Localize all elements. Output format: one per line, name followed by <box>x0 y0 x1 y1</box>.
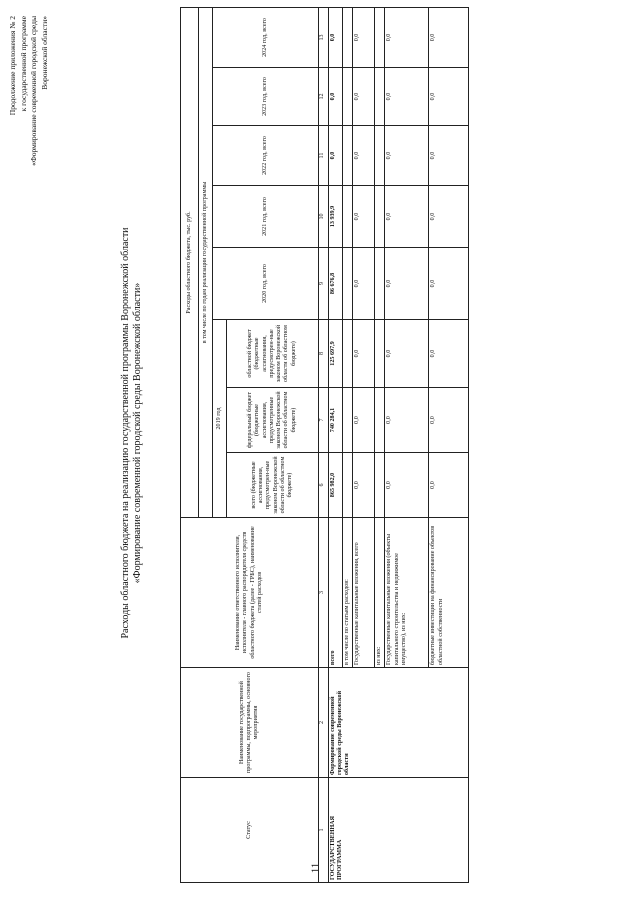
header-c10: 2021 год, всего <box>213 186 319 248</box>
header-expenses: Расходы областного бюджета, тыс. руб. <box>181 7 199 517</box>
value-cell: 0,0 <box>353 126 375 186</box>
value-cell: 740 284,1 <box>329 388 343 453</box>
value-cell: 0,0 <box>429 126 469 186</box>
col-number: 8 <box>319 320 329 388</box>
value-cell: 0,0 <box>353 248 375 320</box>
col-number: 13 <box>319 7 329 67</box>
header-c12: 2023 год, всего <box>213 68 319 126</box>
program-name-cell: Формирование современной городской среды Воронежской области <box>329 668 469 778</box>
table-row <box>329 7 343 882</box>
col-number: 11 <box>319 126 329 186</box>
col-number: 6 <box>319 453 329 518</box>
value-cell <box>343 68 353 126</box>
value-cell: 0,0 <box>385 126 429 186</box>
col-number: 10 <box>319 186 329 248</box>
expense-item-label: в том числе по статьям расходов: <box>343 518 353 668</box>
header-c13: 2024 год, всего <box>213 7 319 67</box>
page-number: 11 <box>309 862 322 874</box>
document-titles <box>120 113 144 753</box>
expense-item-label: Государственные капитальные вложения, всего <box>353 518 375 668</box>
value-cell: 0,0 <box>329 68 343 126</box>
appendix-note <box>8 16 50 166</box>
value-cell <box>343 186 353 248</box>
note-line: Воронежской области» <box>39 16 49 90</box>
value-cell: 0,0 <box>429 453 469 518</box>
value-cell: 0,0 <box>353 320 375 388</box>
header-c9: 2020 год, всего <box>213 248 319 320</box>
value-cell <box>375 7 385 67</box>
col-number: 9 <box>319 248 329 320</box>
header-name: Наименование государственной программы, подпрограммы, основного мероприятия <box>181 668 319 778</box>
expenses-table <box>180 7 469 883</box>
value-cell: 0,0 <box>429 7 469 67</box>
expense-item-label: бюджетные инвестиции на финансирование объектов областной собственности <box>429 518 469 668</box>
value-cell: 0,0 <box>385 248 429 320</box>
value-cell <box>343 126 353 186</box>
header-2019: 2019 год <box>213 320 227 518</box>
value-cell: 0,0 <box>353 453 375 518</box>
col-number: 7 <box>319 388 329 453</box>
expense-item-label: всего <box>329 518 343 668</box>
value-cell: 0,0 <box>385 388 429 453</box>
value-cell: 0,0 <box>429 320 469 388</box>
value-cell: 86 676,8 <box>329 248 343 320</box>
value-cell: 0,0 <box>385 186 429 248</box>
col-number: 12 <box>319 68 329 126</box>
note-line: Продолжение приложения № 2 <box>8 16 17 116</box>
value-cell: 0,0 <box>429 388 469 453</box>
value-cell <box>343 453 353 518</box>
value-cell: 0,0 <box>329 126 343 186</box>
value-cell: 0,0 <box>429 248 469 320</box>
value-cell <box>375 320 385 388</box>
value-cell: 0,0 <box>353 7 375 67</box>
value-cell: 865 982,0 <box>329 453 343 518</box>
value-cell <box>375 126 385 186</box>
header-c6: всего (бюджетные ассигнования, предусмотрен-ные законом Воронежской области об областном бюджете) <box>227 453 319 518</box>
value-cell: 0,0 <box>429 186 469 248</box>
header-grbs: Наименование ответственного исполнителя, исполнителя - главного распорядителя средств областного бюджета (далее - ГРБС), наименование статей расходов <box>181 518 319 668</box>
header-by-year: в том числе по годам реализации государственной программы <box>199 7 213 517</box>
header-c7: федеральный бюджет (бюджетные ассигнования, предусмотренные законом Воронежской области об областном бюджете) <box>227 388 319 453</box>
value-cell: 0,0 <box>429 68 469 126</box>
value-cell <box>375 186 385 248</box>
col-number: 2 <box>319 668 329 778</box>
document-title: Расходы областного бюджета на реализацию государственной программы Воронежской области <box>120 227 131 639</box>
value-cell <box>375 68 385 126</box>
value-cell: 125 697,9 <box>329 320 343 388</box>
col-number: 1 <box>319 778 329 883</box>
value-cell: 0,0 <box>385 320 429 388</box>
value-cell <box>343 248 353 320</box>
value-cell <box>375 388 385 453</box>
value-cell <box>343 7 353 67</box>
note-line: «Формирование современной городской среды <box>29 16 38 166</box>
note-line: к государственной программе <box>18 16 28 112</box>
document-subtitle: «Формирование современной городской среды Воронежской области» <box>132 282 143 584</box>
value-cell <box>375 453 385 518</box>
expense-item-label: Государственные капитальные вложения (объекты капитального строительства и недвижимое имущество), из них: <box>385 518 429 668</box>
value-cell <box>343 320 353 388</box>
value-cell: 0,0 <box>353 388 375 453</box>
header-c11: 2022 год, всего <box>213 126 319 186</box>
value-cell <box>343 388 353 453</box>
value-cell: 0,0 <box>353 68 375 126</box>
value-cell: 0,0 <box>385 68 429 126</box>
value-cell: 0,0 <box>385 453 429 518</box>
header-c8: областной бюджет (бюджетные ассигнования, предусмотрен-ные законом Воронежской области об областном бюджете) <box>227 320 319 388</box>
value-cell: 0,0 <box>385 7 429 67</box>
status-cell: ГОСУДАРСТВЕННАЯ ПРОГРАММА <box>329 778 469 883</box>
header-status: Статус <box>181 778 319 883</box>
expense-item-label: из них: <box>375 518 385 668</box>
value-cell: 0,0 <box>329 7 343 67</box>
col-number: 3 <box>319 518 329 668</box>
value-cell: 13 939,9 <box>329 186 343 248</box>
value-cell: 0,0 <box>353 186 375 248</box>
value-cell <box>375 248 385 320</box>
